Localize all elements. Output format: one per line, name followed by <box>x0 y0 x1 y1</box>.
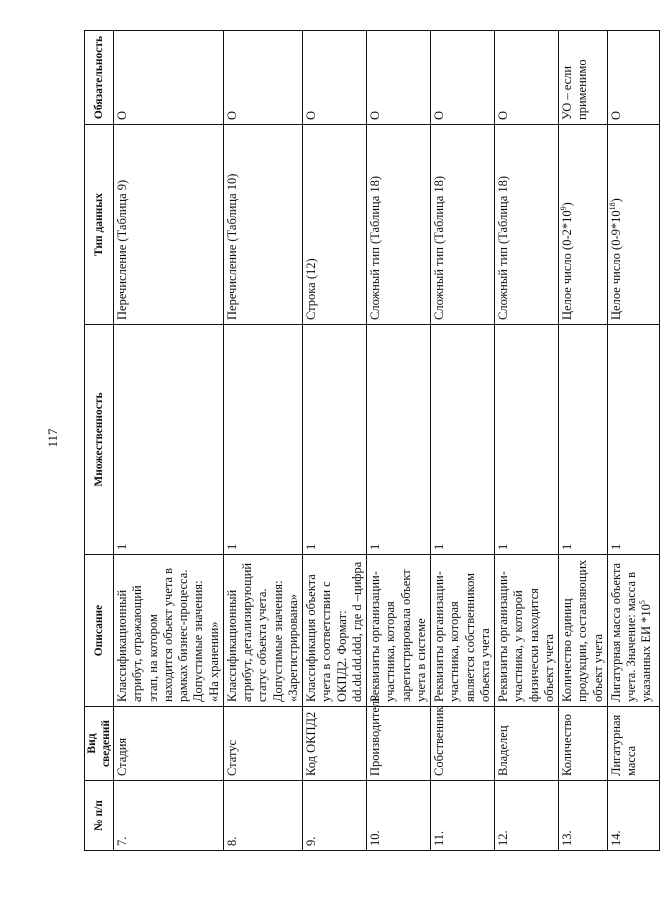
cell-num: 14. <box>607 781 659 851</box>
cell-multiplicity: 1 <box>367 325 431 555</box>
table-row <box>223 31 302 851</box>
cell-kind: Стадия <box>114 707 224 781</box>
cell-type: Строка (12) <box>303 125 367 325</box>
type-text: Целое число (0-9*10 <box>608 210 623 320</box>
type-text-end: ) <box>560 202 575 207</box>
description-text: Лигатурная масса объекта учета. Значение: масса в указанных ЕИ *10 <box>608 562 654 702</box>
cell-num: 11. <box>431 781 495 851</box>
cell-required: О <box>223 31 302 125</box>
table-row <box>431 31 495 851</box>
cell-type: Перечисление (Таблица 10) <box>223 125 302 325</box>
cell-multiplicity: 1 <box>559 325 608 555</box>
table-row <box>607 31 659 851</box>
cell-required: О <box>431 31 495 125</box>
cell-description: Классификационный атрибут, отражающий этап, на котором находится объект учета в рамках бизнес-процесса. Допустимые значения: «На хранении» <box>114 555 224 707</box>
type-exponent: 9 <box>558 206 568 211</box>
cell-kind: Количество <box>559 707 608 781</box>
cell-description: Реквизиты организации-участника, у которой физически находится объект учета <box>495 555 559 707</box>
cell-multiplicity: 1 <box>495 325 559 555</box>
cell-description: Реквизиты организации-участника, которая является собственником объекта учета <box>431 555 495 707</box>
table-header-row <box>85 31 114 851</box>
cell-num: 7. <box>114 781 224 851</box>
header-cell-required: Обязательность <box>85 31 114 125</box>
header-cell-description: Описание <box>85 555 114 707</box>
description-exponent: 5 <box>638 600 648 605</box>
table-row <box>367 31 431 851</box>
type-text: Целое число (0-2*10 <box>560 210 575 320</box>
header-cell-multiplicity: Множественность <box>85 325 114 555</box>
type-text-end: ) <box>608 198 623 203</box>
cell-type <box>559 125 608 325</box>
cell-num: 12. <box>495 781 559 851</box>
cell-description: Количество единиц продукции, составляющих объект учета <box>559 555 608 707</box>
cell-num: 9. <box>303 781 367 851</box>
cell-type: Перечисление (Таблица 9) <box>114 125 224 325</box>
cell-description: Классификация объекта учета в соответствии с ОКПД2. Формат: dd.dd.dd.ddd, где d –цифра <box>303 555 367 707</box>
cell-num: 13. <box>559 781 608 851</box>
cell-required: О <box>114 31 224 125</box>
cell-required: УО – если применимо <box>559 31 608 125</box>
cell-type <box>607 125 659 325</box>
cell-type: Сложный тип (Таблица 18) <box>431 125 495 325</box>
header-cell-kind: Вид сведений <box>85 707 114 781</box>
cell-kind: Статус <box>223 707 302 781</box>
cell-description <box>607 555 659 707</box>
cell-multiplicity: 1 <box>223 325 302 555</box>
cell-kind: Код ОКПД2 <box>303 707 367 781</box>
cell-kind: Лигатурная масса <box>607 707 659 781</box>
table-row <box>114 31 224 851</box>
cell-num: 10. <box>367 781 431 851</box>
cell-type: Сложный тип (Таблица 18) <box>367 125 431 325</box>
cell-num: 8. <box>223 781 302 851</box>
table-row <box>303 31 367 851</box>
cell-kind: Производитель <box>367 707 431 781</box>
cell-multiplicity: 1 <box>303 325 367 555</box>
table-row <box>495 31 559 851</box>
table-row <box>559 31 608 851</box>
cell-required: О <box>607 31 659 125</box>
cell-description: Реквизиты организации-участника, которая зарегистрировала объект учета в системе <box>367 555 431 707</box>
cell-kind: Собственник <box>431 707 495 781</box>
page-number: 117 <box>45 428 60 448</box>
cell-description: Классификационный атрибут, детализирующий статус объекта учета. Допустимые значения: «Зарегистрирована» <box>223 555 302 707</box>
header-cell-num: № п/п <box>85 781 114 851</box>
cell-kind: Владелец <box>495 707 559 781</box>
header-cell-type: Тип данных <box>85 125 114 325</box>
cell-multiplicity: 1 <box>607 325 659 555</box>
cell-multiplicity: 1 <box>431 325 495 555</box>
rotated-table-wrapper <box>84 31 654 851</box>
type-exponent: 18 <box>607 202 617 211</box>
cell-type: Сложный тип (Таблица 18) <box>495 125 559 325</box>
attributes-table <box>84 30 660 851</box>
cell-required: О <box>367 31 431 125</box>
cell-required: О <box>495 31 559 125</box>
cell-multiplicity: 1 <box>114 325 224 555</box>
cell-required: О <box>303 31 367 125</box>
